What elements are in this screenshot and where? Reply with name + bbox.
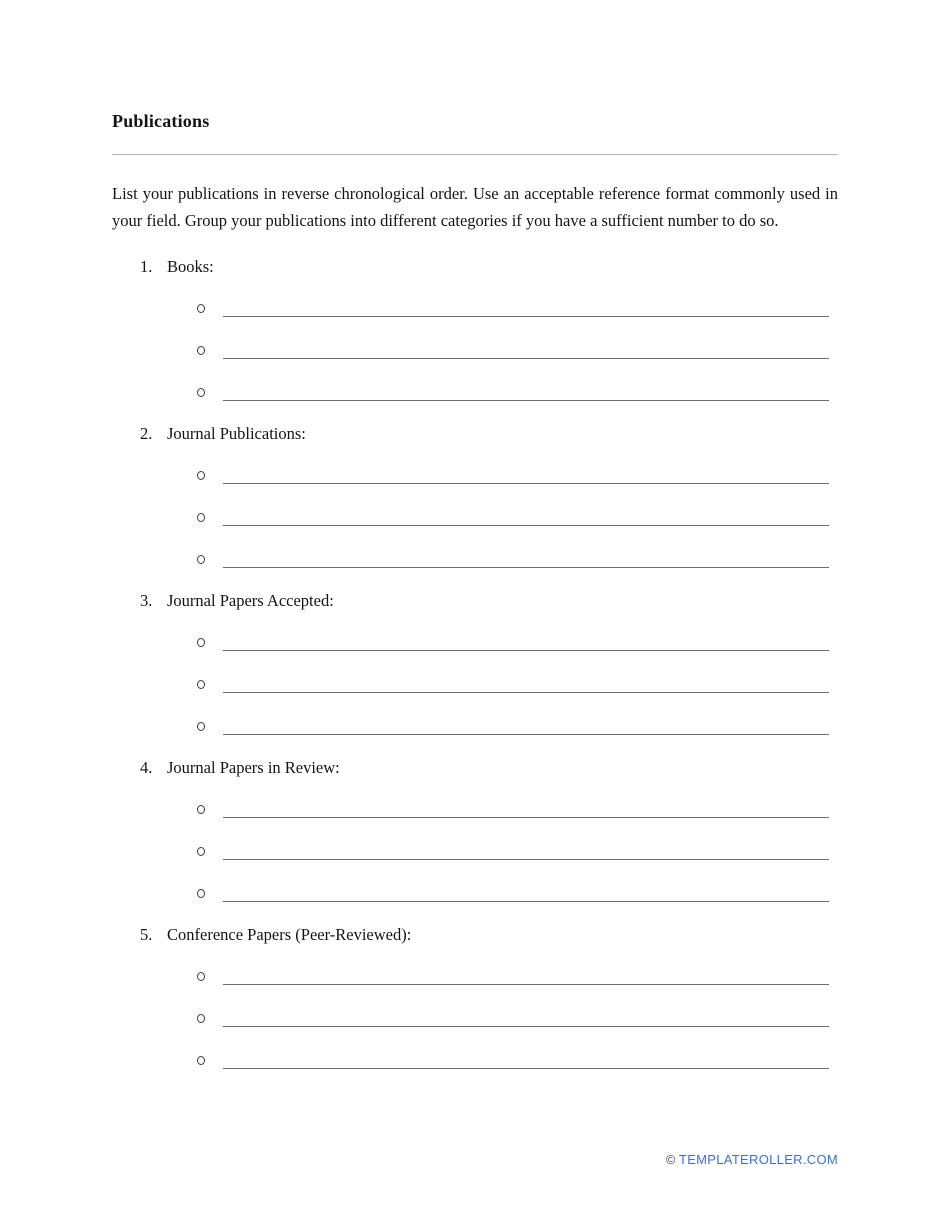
section-journal-publications xyxy=(112,423,838,568)
section-title xyxy=(112,590,838,611)
title-divider xyxy=(112,154,838,155)
circle-bullet-icon xyxy=(197,722,205,731)
blank-entry-line xyxy=(223,567,829,568)
circle-bullet-icon xyxy=(197,889,205,898)
section-label: Books: xyxy=(167,257,214,276)
section-number: 4. xyxy=(140,758,153,777)
circle-bullet-icon xyxy=(197,847,205,856)
section-books xyxy=(112,256,838,401)
blank-entry-row xyxy=(112,359,838,401)
blank-entry-row xyxy=(112,1027,838,1069)
section-label: Journal Papers Accepted: xyxy=(167,591,334,610)
blank-entry-row xyxy=(112,651,838,693)
section-title xyxy=(112,256,838,277)
circle-bullet-icon xyxy=(197,1014,205,1023)
page-title: Publications xyxy=(112,111,210,131)
blank-entry-row xyxy=(112,444,838,484)
section-title xyxy=(112,757,838,778)
copyright-icon: © xyxy=(665,1152,676,1167)
templateroller-link[interactable]: TEMPLATEROLLER.COM xyxy=(678,1152,838,1167)
blank-entry-row xyxy=(112,317,838,359)
footer-credit xyxy=(666,1152,838,1168)
blank-entry-row xyxy=(112,860,838,902)
circle-bullet-icon xyxy=(197,805,205,814)
circle-bullet-icon xyxy=(197,680,205,689)
blank-entry-row xyxy=(112,277,838,317)
circle-bullet-icon xyxy=(197,388,205,397)
blank-entry-line xyxy=(223,1068,829,1069)
section-journal-papers-in-review xyxy=(112,757,838,902)
section-conference-papers xyxy=(112,924,838,1069)
blank-entry-row xyxy=(112,526,838,568)
circle-bullet-icon xyxy=(197,1056,205,1065)
blank-entry-row xyxy=(112,484,838,526)
circle-bullet-icon xyxy=(197,304,205,313)
blank-entry-row xyxy=(112,945,838,985)
section-label: Conference Papers (Peer-Reviewed): xyxy=(167,925,412,944)
section-number: 1. xyxy=(140,257,153,276)
circle-bullet-icon xyxy=(197,471,205,480)
section-label: Journal Papers in Review: xyxy=(167,758,340,777)
blank-entry-row xyxy=(112,778,838,818)
blank-entry-row xyxy=(112,818,838,860)
blank-entry-line xyxy=(223,734,829,735)
section-label: Journal Publications: xyxy=(167,424,306,443)
circle-bullet-icon xyxy=(197,513,205,522)
blank-entry-row xyxy=(112,611,838,651)
circle-bullet-icon xyxy=(197,346,205,355)
circle-bullet-icon xyxy=(197,972,205,981)
section-number: 3. xyxy=(140,591,153,610)
blank-entry-row xyxy=(112,693,838,735)
circle-bullet-icon xyxy=(197,555,205,564)
blank-entry-row xyxy=(112,985,838,1027)
blank-entry-line xyxy=(223,400,829,401)
circle-bullet-icon xyxy=(197,638,205,647)
intro-paragraph: List your publications in reverse chronological order. Use an acceptable reference format commonly used in your field. Group your publications into different categories if you have a sufficient number to do so. xyxy=(112,184,838,230)
section-number: 2. xyxy=(140,424,153,443)
blank-entry-line xyxy=(223,901,829,902)
section-title xyxy=(112,924,838,945)
section-title xyxy=(112,423,838,444)
section-journal-papers-accepted xyxy=(112,590,838,735)
section-number: 5. xyxy=(140,925,153,944)
